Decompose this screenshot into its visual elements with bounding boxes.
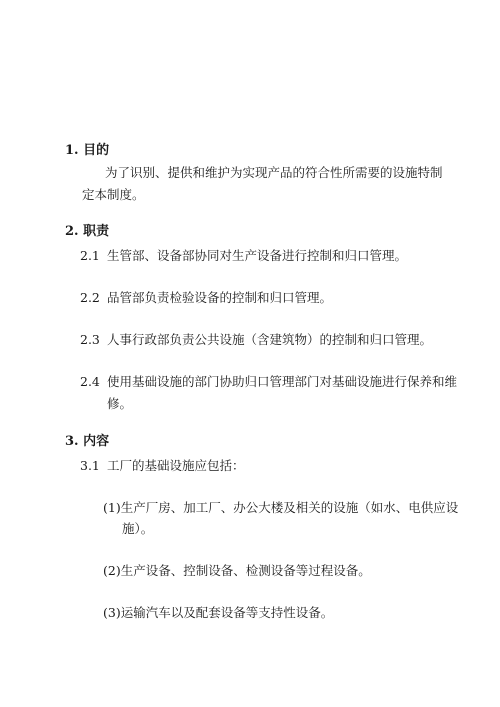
item-2-4-text: 使用基础设施的部门协助归口管理部门对基础设施进行保养和维 — [107, 374, 458, 389]
item-2-4-continuation: 修。 — [107, 396, 133, 411]
item-3-1-number: 3.1 — [80, 458, 100, 473]
item-2-3-number: 2.3 — [80, 332, 100, 347]
item-2-1-number: 2.1 — [80, 248, 100, 263]
section-1-body-line-2: 定本制度。 — [82, 187, 145, 202]
section-1-heading: 1. 目的 — [65, 143, 110, 158]
subitem-1-continuation: 施）。 — [122, 521, 154, 536]
subitem-3-text: (3)运输汽车以及配套设备等支持性设备。 — [103, 605, 334, 620]
item-2-2-text: 品管部负责检验设备的控制和归口管理。 — [107, 290, 333, 305]
subitem-1-text: (1)生产厂房、加工厂、办公大楼及相关的设施（如水、电供应设 — [103, 500, 459, 515]
item-3-1-text: 工厂的基础设施应包括： — [107, 458, 245, 473]
section-2-heading: 2. 职责 — [65, 224, 110, 239]
item-2-1-text: 生管部、设备部协同对生产设备进行控制和归口管理。 — [107, 248, 408, 263]
item-2-3-text: 人事行政部负责公共设施（含建筑物）的控制和归口管理。 — [107, 332, 433, 347]
subitem-2-text: (2)生产设备、控制设备、检测设备等过程设备。 — [103, 563, 371, 578]
section-3-heading: 3. 内容 — [65, 434, 110, 449]
section-1-body-line-1: 为了识别、提供和维护为实现产品的符合性所需要的设施特制 — [105, 165, 443, 180]
item-2-2-number: 2.2 — [80, 290, 100, 305]
item-2-4-number: 2.4 — [80, 374, 100, 389]
